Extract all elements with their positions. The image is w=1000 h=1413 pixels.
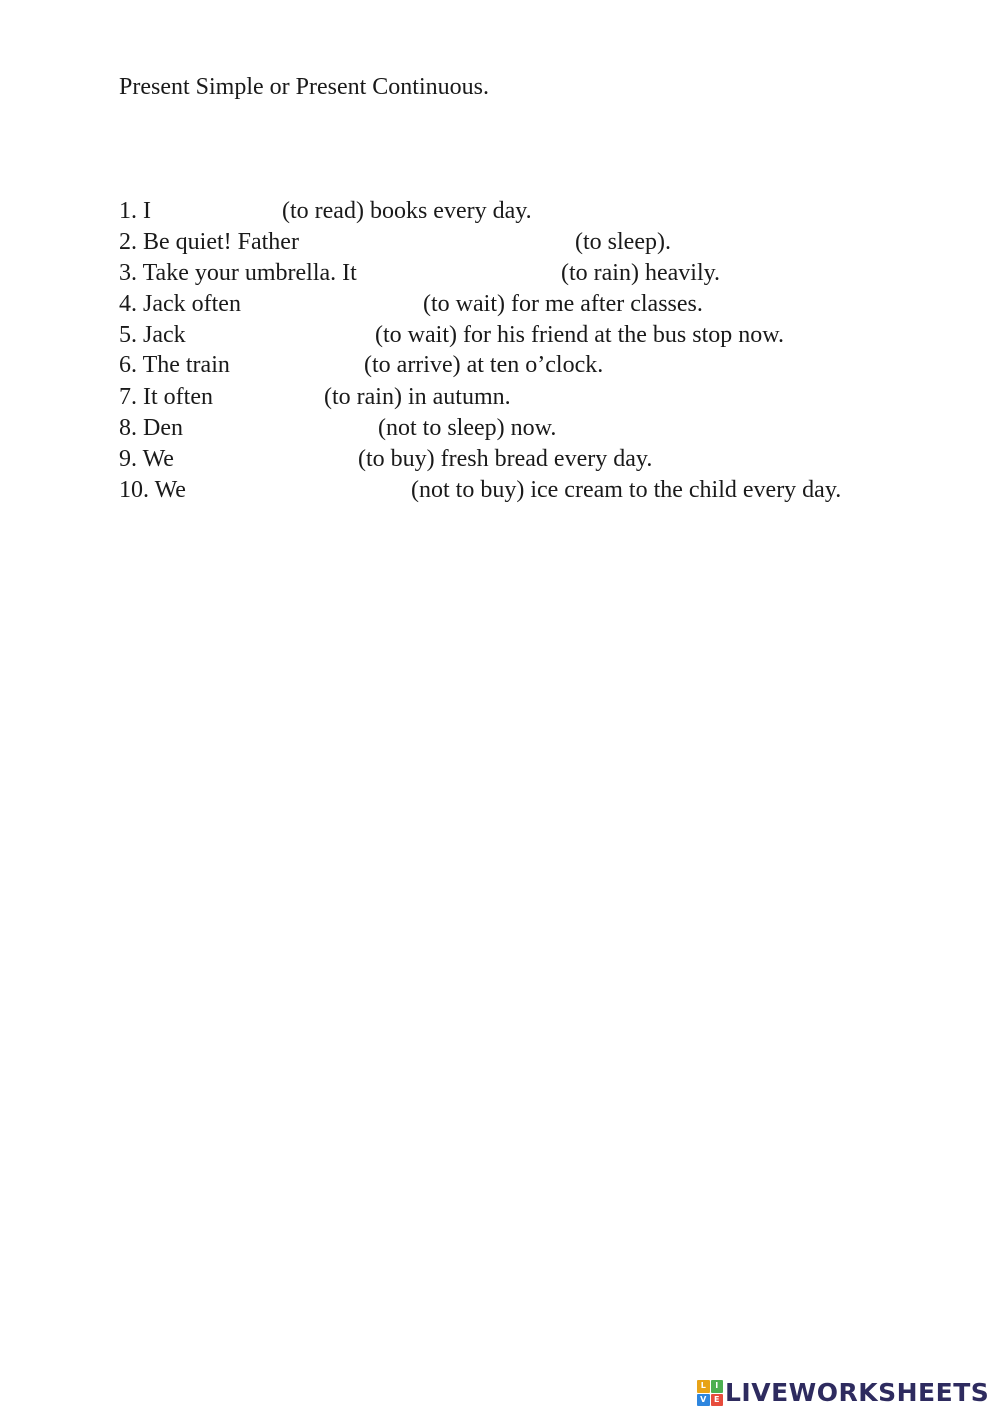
logo-letter-e: E xyxy=(711,1394,724,1407)
exercise-item-6-hint: (to arrive) at ten o’clock. xyxy=(364,352,604,378)
exercise-item-9-hint: (to buy) fresh bread every day. xyxy=(358,446,653,472)
exercise-item-5-hint: (to wait) for his friend at the bus stop now. xyxy=(375,322,785,348)
exercise-item-1-hint: (to read) books every day. xyxy=(282,198,532,224)
exercise-item-7-start: 7. It often xyxy=(119,384,213,410)
exercise-item-2-start: 2. Be quiet! Father xyxy=(119,229,299,255)
exercise-item-8-start: 8. Den xyxy=(119,415,183,441)
liveworksheets-brand-text: LIVEWORKSHEETS xyxy=(725,1378,990,1407)
liveworksheets-logo xyxy=(697,1378,989,1408)
logo-letter-i: I xyxy=(711,1380,724,1393)
exercise-item-1-start: 1. I xyxy=(119,198,151,224)
liveworksheets-logo-icon xyxy=(697,1380,723,1406)
exercise-item-8-hint: (not to sleep) now. xyxy=(378,415,557,441)
exercise-item-10-start: 10. We xyxy=(119,477,186,503)
exercise-item-6-start: 6. The train xyxy=(119,352,230,378)
exercise-item-4-start: 4. Jack often xyxy=(119,291,241,317)
exercise-item-5-start: 5. Jack xyxy=(119,322,186,348)
exercise-item-10-hint: (not to buy) ice cream to the child every day. xyxy=(411,477,842,503)
worksheet-title: Present Simple or Present Continuous. xyxy=(119,74,489,100)
exercise-item-4-hint: (to wait) for me after classes. xyxy=(423,291,703,317)
exercise-item-3-hint: (to rain) heavily. xyxy=(561,260,721,286)
exercise-item-3-start: 3. Take your umbrella. It xyxy=(119,260,357,286)
exercise-item-2-hint: (to sleep). xyxy=(575,229,671,255)
logo-letter-l: L xyxy=(697,1380,710,1393)
exercise-item-7-hint: (to rain) in autumn. xyxy=(324,384,511,410)
exercise-item-9-start: 9. We xyxy=(119,446,174,472)
exercise-list xyxy=(0,0,1000,600)
logo-letter-v: V xyxy=(697,1394,710,1407)
